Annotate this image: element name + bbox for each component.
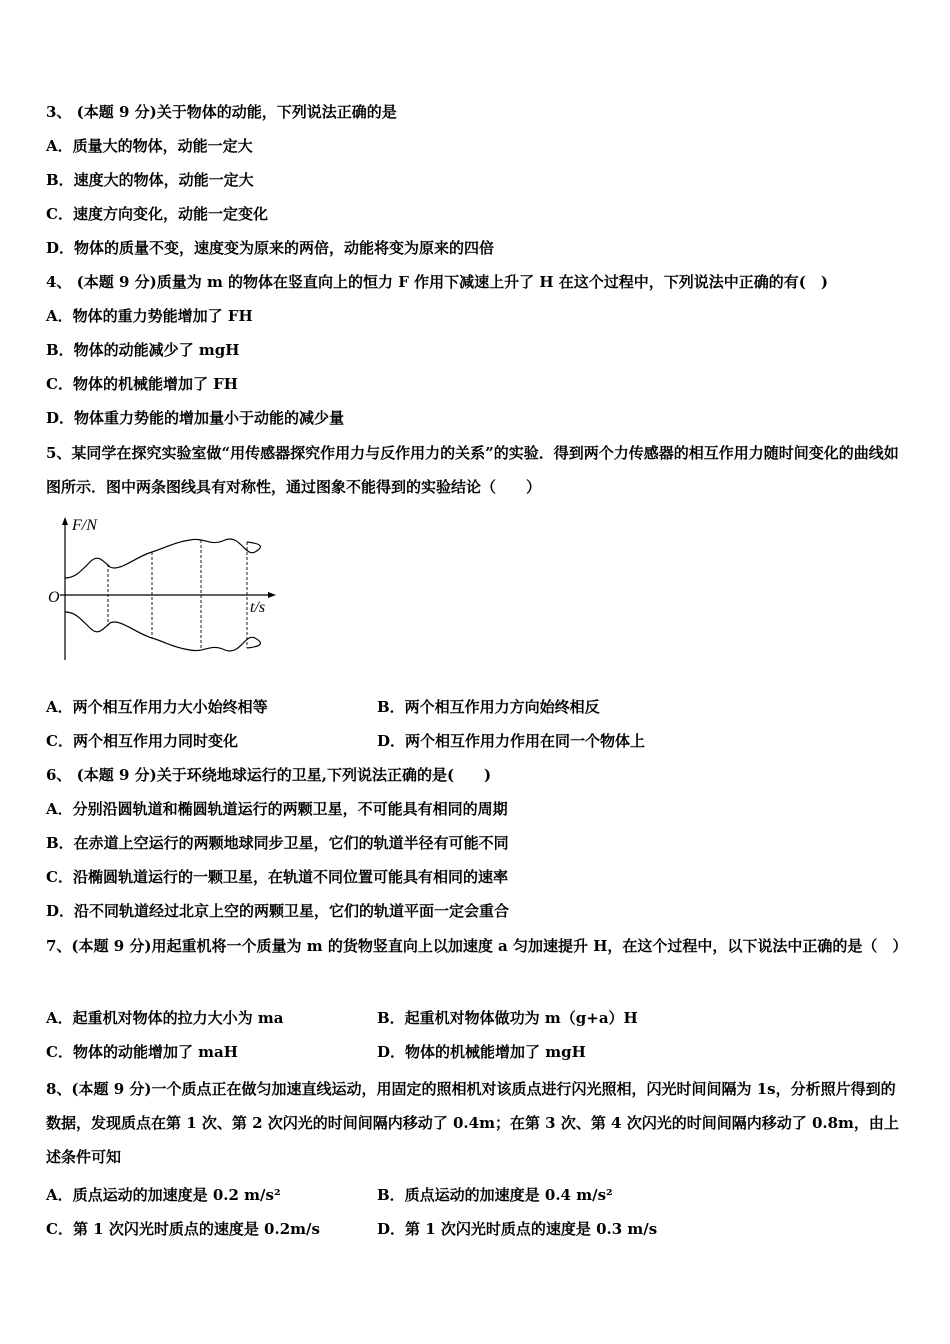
q7-option-b: B．起重机对物体做功为 m（g+a）H: [377, 1009, 638, 1027]
q8-option-c: C．第 1 次闪光时质点的速度是 0.2m/s: [46, 1220, 320, 1238]
q3-option-a: A．质量大的物体，动能一定大: [46, 137, 253, 155]
x-axis-label: t/s: [250, 599, 266, 616]
q6-option-c: C．沿椭圆轨道运行的一颗卫星，在轨道不同位置可能具有相同的速率: [46, 868, 508, 886]
q7-option-d: D．物体的机械能增加了 mgH: [377, 1043, 586, 1061]
q8-stem: 8、(本题 9 分)一个质点正在做匀加速直线运动，用固定的照相机对该质点进行闪光照相，闪光时间间隔为 1s，分析照片得到的数据，发现质点在第 1 次、第 2 次闪光的时间间隔内移动了 0.4m；在第 3 次、第 4 次闪光的时间间隔内移动了 0.8m，由上述条件可知: [46, 1080, 899, 1166]
q8-option-b: B．质点运动的加速度是 0.4 m/s²: [377, 1186, 613, 1204]
q6-option-b: B．在赤道上空运行的两颗地球同步卫星，它们的轨道半径有可能不同: [46, 834, 509, 852]
q6-stem: 6、 (本题 9 分)关于环绕地球运行的卫星,下列说法正确的是( ): [46, 766, 492, 784]
q4-stem: 4、 (本题 9 分)质量为 m 的物体在竖直向上的恒力 F 作用下减速上升了 H 在这个过程中，下列说法中正确的有( ): [46, 273, 828, 291]
q5-stem: 5、某同学在探究实验室做“用传感器探究作用力与反作用力的关系”的实验．得到两个力传感器的相互作用力随时间变化的曲线如图所示．图中两条图线具有对称性，通过图象不能得到的实验结论（ ）: [46, 444, 899, 496]
q3-option-b: B．速度大的物体，动能一定大: [46, 171, 254, 189]
q3-option-d: D．物体的质量不变，速度变为原来的两倍，动能将变为原来的四倍: [46, 239, 495, 257]
upper-force-curve: [65, 539, 260, 578]
q8-option-d: D．第 1 次闪光时质点的速度是 0.3 m/s: [377, 1220, 658, 1238]
q4-option-d: D．物体重力势能的增加量小于动能的减少量: [46, 409, 345, 427]
q5-option-b: B．两个相互作用力方向始终相反: [377, 698, 600, 716]
q3-option-c: C．速度方向变化，动能一定变化: [46, 205, 268, 223]
lower-force-curve: [65, 612, 260, 651]
q4-option-c: C．物体的机械能增加了 FH: [46, 375, 238, 393]
q5-option-c: C．两个相互作用力同时变化: [46, 732, 238, 750]
x-axis-arrow: [268, 592, 276, 598]
origin-label: O: [48, 589, 60, 606]
q3-stem: 3、 (本题 9 分)关于物体的动能，下列说法正确的是: [46, 103, 397, 121]
q4-option-a: A．物体的重力势能增加了 FH: [46, 307, 253, 325]
y-axis-arrow: [62, 517, 68, 525]
q6-option-d: D．沿不同轨道经过北京上空的两颗卫星，它们的轨道平面一定会重合: [46, 902, 510, 920]
q8-option-a: A．质点运动的加速度是 0.2 m/s²: [46, 1186, 281, 1204]
q7-stem: 7、(本题 9 分)用起重机将一个质量为 m 的货物竖直向上以加速度 a 匀加速提升 H，在这个过程中，以下说法中正确的是（ ）: [46, 937, 908, 955]
q5-option-a: A．两个相互作用力大小始终相等: [46, 698, 268, 716]
q4-option-b: B．物体的动能减少了 mgH: [46, 341, 240, 359]
y-axis-label: F/N: [72, 517, 97, 534]
q7-option-a: A．起重机对物体的拉力大小为 ma: [46, 1009, 284, 1027]
q7-option-c: C．物体的动能增加了 maH: [46, 1043, 238, 1061]
q5-option-d: D．两个相互作用力作用在同一个物体上: [377, 732, 646, 750]
q6-option-a: A．分别沿圆轨道和椭圆轨道运行的两颗卫星，不可能具有相同的周期: [46, 800, 508, 818]
force-time-graph: [40, 512, 280, 672]
